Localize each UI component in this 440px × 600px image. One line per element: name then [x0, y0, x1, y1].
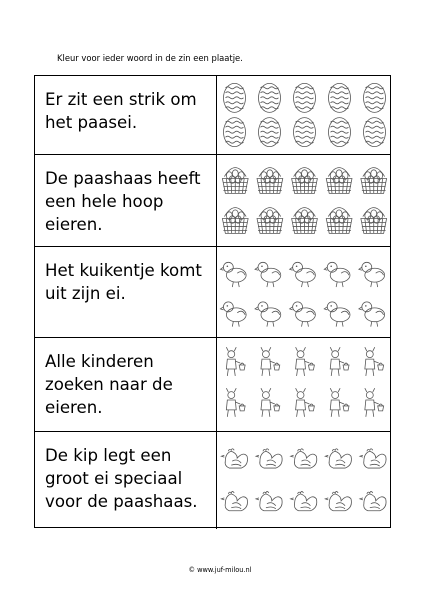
hen-icon: [291, 449, 317, 468]
egg-basket-icon: [292, 208, 318, 234]
egg-basket-icon: [292, 168, 318, 194]
chick-icon: [359, 302, 385, 327]
child-with-basket-icon: [330, 388, 349, 417]
sentence-4: Alle kinderen zoeken naar de eieren.: [35, 338, 217, 431]
worksheet-table: [34, 75, 391, 528]
child-with-basket-icon: [365, 347, 384, 376]
egg-basket-icon: [361, 168, 387, 194]
easter-egg-icon: [259, 83, 281, 112]
easter-egg-icon: [294, 83, 316, 112]
child-with-basket-icons: [217, 338, 392, 431]
hen-icon: [360, 449, 386, 468]
child-with-basket-icon: [261, 347, 280, 376]
row-5: [35, 431, 390, 529]
easter-egg-icon: [329, 83, 351, 112]
picture-grid-4: [217, 338, 390, 431]
hen-icon: [360, 491, 386, 510]
chick-icon: [255, 302, 281, 327]
egg-basket-icon: [326, 168, 352, 194]
egg-basket-icon: [257, 168, 283, 194]
chick-icon: [290, 302, 316, 327]
child-with-basket-icon: [330, 347, 349, 376]
instruction: Kleur voor ieder woord in de zin een plaatje.: [57, 53, 243, 63]
hen-icon: [325, 491, 351, 510]
hen-icon: [256, 491, 282, 510]
sentence-3: Het kuikentje komt uit zijn ei.: [35, 247, 217, 337]
egg-basket-icon: [222, 168, 248, 194]
hen-icon: [221, 449, 247, 468]
egg-basket-icon: [361, 208, 387, 234]
egg-basket-icon: [257, 208, 283, 234]
chick-icon: [220, 302, 246, 327]
picture-grid-1: [217, 76, 390, 154]
sentence-1: Er zit een strik om het paasei.: [35, 76, 217, 154]
child-with-basket-icon: [296, 347, 315, 376]
row-2: [35, 154, 390, 246]
chick-icon: [290, 262, 316, 287]
easter-egg-icon: [259, 118, 281, 147]
chick-icon: [324, 262, 350, 287]
chick-icon: [255, 262, 281, 287]
child-with-basket-icon: [261, 388, 280, 417]
hen-icon: [256, 449, 282, 468]
row-1: [35, 76, 390, 154]
sentence-2: De paashaas heeft een hele hoop eieren.: [35, 155, 217, 246]
chick-icon: [220, 262, 246, 287]
egg-basket-icon: [222, 208, 248, 234]
hen-icon: [325, 449, 351, 468]
easter-egg-icon: [329, 118, 351, 147]
row-3: [35, 246, 390, 337]
child-with-basket-icon: [365, 388, 384, 417]
egg-basket-icons: [217, 155, 392, 246]
picture-grid-3: [217, 247, 390, 337]
easter-egg-icon: [224, 118, 246, 147]
child-with-basket-icon: [226, 347, 245, 376]
child-with-basket-icon: [226, 388, 245, 417]
child-with-basket-icon: [296, 388, 315, 417]
sentence-5: De kip legt een groot ei speciaal voor de paashaas.: [35, 432, 217, 529]
hen-icons: [217, 432, 392, 529]
picture-grid-2: [217, 155, 390, 246]
chick-icons: [217, 247, 392, 337]
egg-basket-icon: [326, 208, 352, 234]
easter-egg-icon: [294, 118, 316, 147]
easter-egg-icon: [364, 118, 386, 147]
chick-icon: [324, 302, 350, 327]
chick-icon: [359, 262, 385, 287]
hen-icon: [291, 491, 317, 510]
footer-credit: © www.juf-milou.nl: [188, 566, 252, 574]
picture-grid-5: [217, 432, 390, 529]
easter-egg-icons: [217, 76, 392, 154]
easter-egg-icon: [224, 83, 246, 112]
easter-egg-icon: [364, 83, 386, 112]
row-4: [35, 337, 390, 431]
hen-icon: [221, 491, 247, 510]
